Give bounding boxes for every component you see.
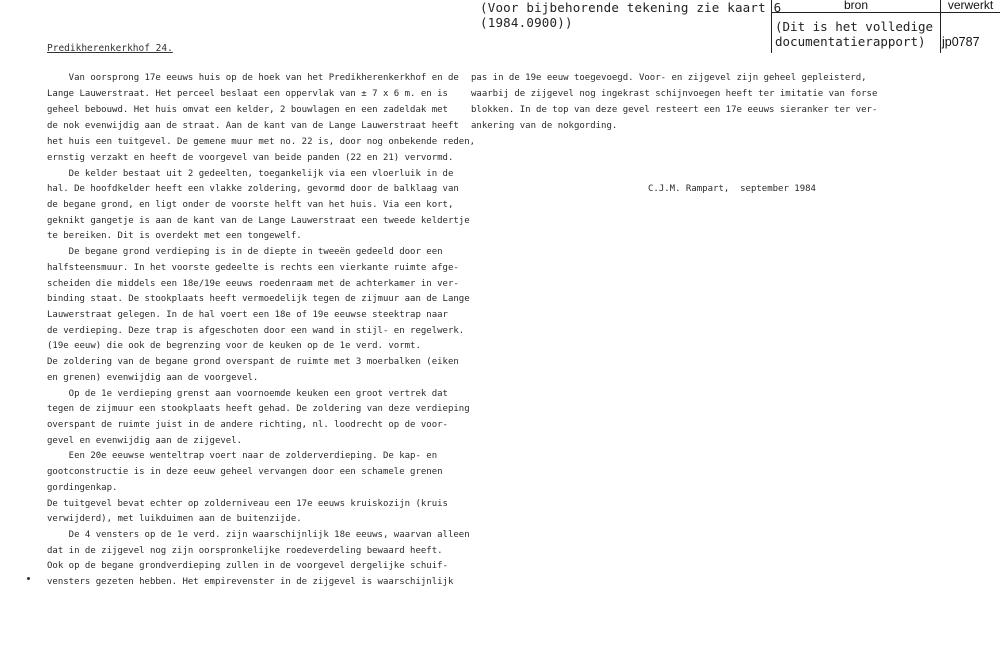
text-line: tegen de zijmuur een stookplaats heeft gehad. De zoldering van deze verdieping xyxy=(47,404,470,414)
text-line: gevel en evenwijdig aan de zijgevel. xyxy=(47,436,243,446)
text-line: De zoldering van de begane grond overspant de ruimte met 3 moerbalken (eiken xyxy=(47,357,459,367)
text-line: Ook op de begane grondverdieping zullen in de voorgevel dergelijke schuif- xyxy=(47,561,448,571)
author-signature-line: C.J.M. Rampart, september 1984 xyxy=(648,184,816,194)
text-line: overspant de ruimte juist in de andere richting, nl. loodrecht op de voor- xyxy=(47,420,448,430)
text-line: het huis een tuitgevel. De gemene muur met no. 22 is, door nog onbekende reden, xyxy=(47,137,476,147)
text-line: geheel bebouwd. Het huis omvat een kelder, 2 bouwlagen en een zadeldak met xyxy=(47,105,448,115)
text-line: Lange Lauwerstraat. Het perceel beslaat een oppervlak van ± 7 x 6 m. en is xyxy=(47,89,448,99)
paper-speck xyxy=(27,577,30,580)
text-line: pas in de 19e eeuw toegevoegd. Voor- en zijgevel zijn geheel gepleisterd, xyxy=(471,73,867,83)
text-line: Van oorsprong 17e eeuws huis op de hoek van het Predikherenkerkhof en de xyxy=(47,73,459,83)
text-line: gootconstructie is in deze eeuw geheel vervangen door een schamele grenen xyxy=(47,467,443,477)
text-line: Lauwerstraat gelegen. In de hal voert een 18e of 19e eeuwse steektrap naar xyxy=(47,310,448,320)
reference-note xyxy=(480,0,781,30)
text-line: De 4 vensters op de 1e verd. zijn waarschijnlijk 18e eeuws, waarvan alleen xyxy=(47,530,470,540)
text-line: de nok evenwijdig aan de straat. Aan de kant van de Lange Lauwerstraat heeft xyxy=(47,121,459,131)
reference-note-line: (Voor bijbehorende tekening zie kaart 6 xyxy=(480,0,782,15)
text-line: de begane grond, en ligt onder de voorste helft van het huis. Via een kort, xyxy=(47,200,454,210)
stamp-description-line: (Dit is het volledige xyxy=(775,19,934,34)
bron-label: bron xyxy=(771,0,941,13)
text-line: hal. De hoofdkelder heeft een vlakke zoldering, gevormd door de balklaag van xyxy=(47,184,459,194)
document-code: jp0787 xyxy=(940,12,1000,53)
text-line: gordingenkap. xyxy=(47,483,118,493)
stamp-description-line: documentatierapport) xyxy=(775,34,926,49)
text-line: blokken. In de top van deze gevel resteert een 17e eeuws sieranker ter ver- xyxy=(471,105,878,115)
verwerkt-label: verwerkt xyxy=(940,0,1000,13)
text-line: ankering van de nokgording. xyxy=(471,121,618,131)
text-line: dat in de zijgevel nog zijn oorspronkelijke roedeverdeling bewaard heeft. xyxy=(47,546,443,556)
text-line: De tuitgevel bevat echter op zolderniveau een 17e eeuws kruiskozijn (kruis xyxy=(47,499,448,509)
text-line: (19e eeuw) die ook de begrenzing voor de keuken op de 1e verd. vormt. xyxy=(47,341,421,351)
text-line: Een 20e eeuwse wenteltrap voert naar de zolderverdieping. De kap- en xyxy=(47,451,438,461)
stamp-description xyxy=(771,12,941,53)
text-line: waarbij de zijgevel nog ingekrast schijnvoegen heeft ter imitatie van forse xyxy=(471,89,878,99)
text-line: de verdieping. Deze trap is afgeschoten door een wand in stijl- en regelwerk. xyxy=(47,326,465,336)
text-line: halfsteensmuur. In het voorste gedeelte is rechts een vierkante ruimte afge- xyxy=(47,263,459,273)
text-line: en grenen) evenwijdig aan de voorgevel. xyxy=(47,373,259,383)
text-line: scheiden die middels een 18e/19e eeuws roedenraam met de achterkamer in ver- xyxy=(47,279,459,289)
text-line: binding staat. De stookplaats heeft vermoedelijk tegen de zijmuur aan de Lange xyxy=(47,294,470,304)
text-line: geknikt gangetje is aan de kant van de Lange Lauwerstraat een tweede keldertje xyxy=(47,216,470,226)
text-line: ernstig verzakt en heeft de voorgevel van beide panden (22 en 21) vervormd. xyxy=(47,153,454,163)
text-line: Op de 1e verdieping grenst aan voornoemde keuken een groot vertrek dat xyxy=(47,389,448,399)
text-line: De kelder bestaat uit 2 gedeelten, toegankelijk via een vloerluik in de xyxy=(47,169,454,179)
text-line: vensters gezeten hebben. Het empirevenster in de zijgevel is waarschijnlijk xyxy=(47,577,454,587)
archive-stamp-box xyxy=(771,0,1000,53)
text-line: verwijderd), met luikduimen aan de buitenzijde. xyxy=(47,514,302,524)
text-line: De begane grond verdieping is in de diepte in tweeën gedeeld door een xyxy=(47,247,443,257)
text-line: te bereiken. Dit is overdekt met een tongewelf. xyxy=(47,231,302,241)
reference-note-line: (1984.0900)) xyxy=(480,15,573,30)
document-title: Predikherenkerkhof 24. xyxy=(47,43,173,54)
